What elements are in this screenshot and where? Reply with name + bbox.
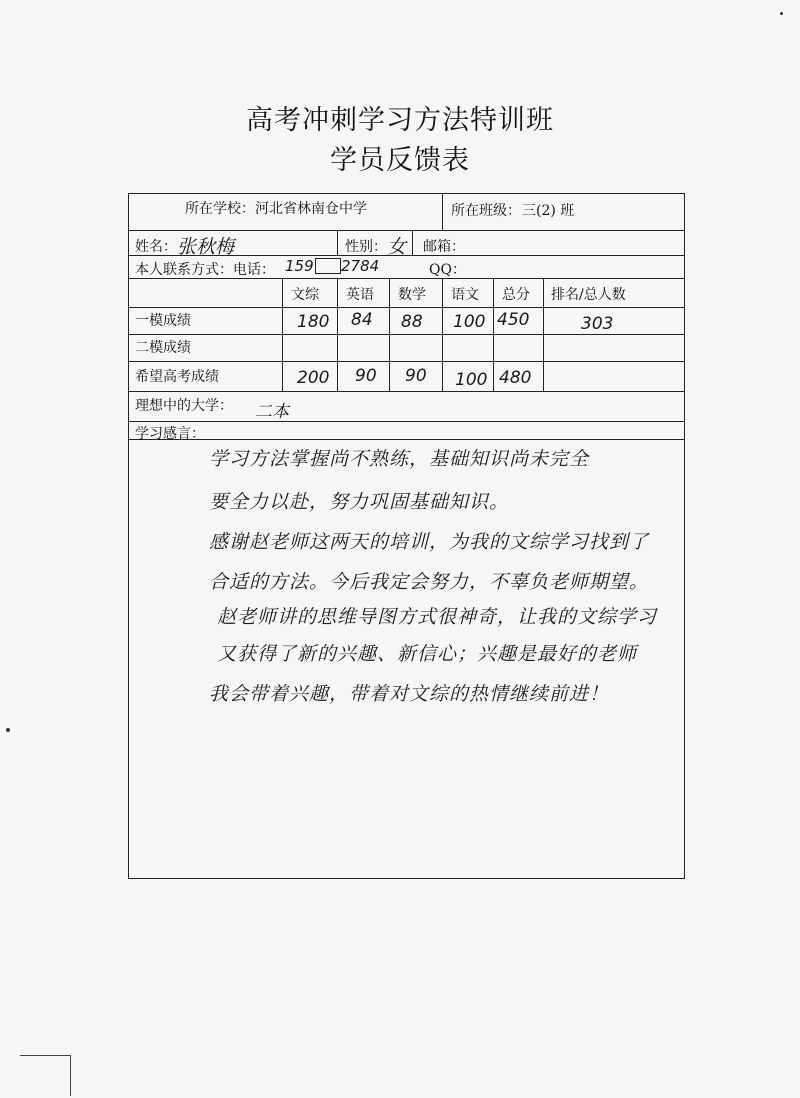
- rule-after-row1: [129, 334, 684, 335]
- row-label-mock2: 二模成绩: [135, 340, 191, 356]
- cell-mock1-rank: 303: [581, 314, 614, 334]
- rule-after-school: [129, 230, 684, 231]
- thoughts-line-1: 学习方法掌握尚不熟练，基础知识尚未完全: [209, 448, 590, 470]
- form-subtitle: 学员反馈表: [330, 145, 470, 176]
- rule-col-5: [493, 278, 494, 391]
- thoughts-line-5: 赵老师讲的思维导图方式很神奇，让我的文综学习: [217, 606, 658, 628]
- name-value: 张秋梅: [177, 236, 235, 258]
- contact-label: 本人联系方式：电话：: [135, 262, 275, 278]
- scan-speck: [6, 728, 10, 732]
- cell-target-english: 90: [355, 366, 377, 386]
- qq-label: QQ：: [429, 262, 466, 278]
- rule-col-3: [389, 278, 390, 391]
- university-value: 二本: [255, 402, 289, 422]
- scan-speck: [780, 12, 783, 15]
- thoughts-line-4: 合适的方法。今后我定会努力，不辜负老师期望。: [209, 571, 650, 593]
- rule-school-class: [442, 194, 443, 230]
- email-label: 邮箱：: [423, 239, 465, 255]
- cell-mock1-math: 88: [401, 312, 423, 332]
- rule-col-1: [282, 278, 283, 391]
- form-title: 高考冲刺学习方法特训班: [246, 105, 554, 136]
- row-label-target: 希望高考成绩: [135, 369, 219, 385]
- cell-target-total: 480: [499, 368, 532, 388]
- scan-corner-mark: [20, 1055, 71, 1096]
- class-label: 所在班级：: [451, 203, 521, 219]
- rule-col-4: [442, 278, 443, 391]
- cell-mock1-total: 450: [497, 310, 530, 330]
- cell-target-chinese: 100: [455, 370, 488, 390]
- rule-after-university: [129, 421, 684, 422]
- col-header-english: 英语: [346, 287, 374, 303]
- rule-col-2: [337, 278, 338, 391]
- feedback-form: [128, 193, 685, 879]
- col-header-chinese: 语文: [451, 287, 479, 303]
- cell-mock1-chinese: 100: [453, 312, 486, 332]
- thoughts-line-6: 又获得了新的兴趣、新信心；兴趣是最好的老师: [217, 643, 638, 665]
- col-header-rank: 排名/总人数: [551, 287, 626, 303]
- cell-mock1-english: 84: [351, 310, 373, 330]
- thoughts-line-2: 要全力以赴，努力巩固基础知识。: [209, 491, 510, 513]
- col-header-wenzong: 文综: [291, 287, 319, 303]
- phone-redaction: [315, 258, 341, 274]
- school-label: 所在学校：: [185, 201, 255, 217]
- rule-after-row2: [129, 361, 684, 362]
- cell-target-wenzong: 200: [297, 368, 330, 388]
- university-label: 理想中的大学：: [135, 398, 233, 414]
- thoughts-line-3: 感谢赵老师这两天的培训，为我的文综学习找到了: [209, 531, 650, 553]
- thoughts-line-7: 我会带着兴趣，带着对文综的热情继续前进！: [209, 683, 610, 705]
- phone-prefix: 159: [285, 257, 314, 275]
- rule-after-header: [129, 307, 684, 308]
- col-header-math: 数学: [398, 287, 426, 303]
- col-header-total: 总分: [502, 287, 530, 303]
- row-label-mock1: 一模成绩: [135, 313, 191, 329]
- rule-after-thoughts-label: [129, 439, 684, 440]
- thoughts-label: 学习感言：: [135, 426, 205, 442]
- rule-col-6: [543, 278, 544, 391]
- rule-name-gender: [337, 230, 338, 255]
- class-value: 三(2) 班: [522, 203, 575, 219]
- cell-mock1-wenzong: 180: [297, 312, 330, 332]
- gender-label: 性别：: [345, 239, 387, 255]
- name-label: 姓名：: [135, 239, 177, 255]
- rule-gender-email: [412, 230, 413, 255]
- cell-target-math: 90: [405, 366, 427, 386]
- school-value: 河北省林南仓中学: [255, 201, 367, 217]
- phone-suffix: 2784: [341, 257, 380, 275]
- rule-after-row3: [129, 391, 684, 392]
- gender-value: 女: [387, 236, 407, 258]
